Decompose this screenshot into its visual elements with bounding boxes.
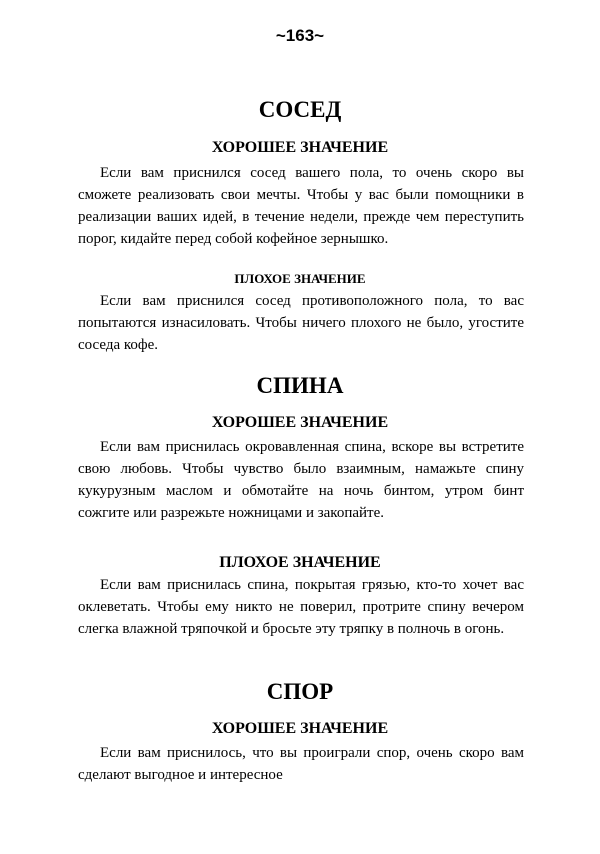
page-number: ~163~ [275,26,325,45]
entry-title-sosed: СОСЕД [258,97,342,122]
section-heading-good: ХОРОШЕЕ ЗНАЧЕНИЕ [211,414,389,431]
section-heading-bad: ПЛОХОЕ ЗНАЧЕНИЕ [219,554,381,571]
section-paragraph: Если вам приснилась спина, покрытая грязью, кто-то хочет вас оклеветать. Чтобы ему никто не поверил, протрите спину вечером слегка влажной тряпочкой и бросьте эту тряпку в полночь в огонь. [78,577,524,637]
section-paragraph: Если вам приснился сосед вашего пола, то очень скоро вы сможете реализовать свои мечты. Чтобы у вас были помощники в реализации ваших идей, в течение недели, прежде чем переступить порог, кидайте перед собой кофейное зернышко. [78,165,524,247]
entry-title-spor: СПОР [266,679,334,704]
section-heading-good: ХОРОШЕЕ ЗНАЧЕНИЕ [211,720,389,737]
section-paragraph: Если вам приснилась окровавленная спина, вскоре вы встретите свою любовь. Чтобы чувство было взаимным, намажьте спину кукурузным маслом и обмотайте на ночь бинтом, утром бинт сожгите или разрежьте ножницами и закопайте. [78,439,524,521]
section-paragraph: Если вам приснился сосед противоположного пола, то вас попытаются изнасиловать. Чтобы ничего плохого не было, угостите соседа кофе. [78,293,524,353]
section-heading-good: ХОРОШЕЕ ЗНАЧЕНИЕ [211,139,389,156]
entry-title-spina: СПИНА [256,373,344,398]
section-paragraph: Если вам приснилось, что вы проиграли спор, очень скоро вам сделают выгодное и интересное [78,745,524,783]
section-heading-bad: ПЛОХОЕ ЗНАЧЕНИЕ [234,271,366,286]
